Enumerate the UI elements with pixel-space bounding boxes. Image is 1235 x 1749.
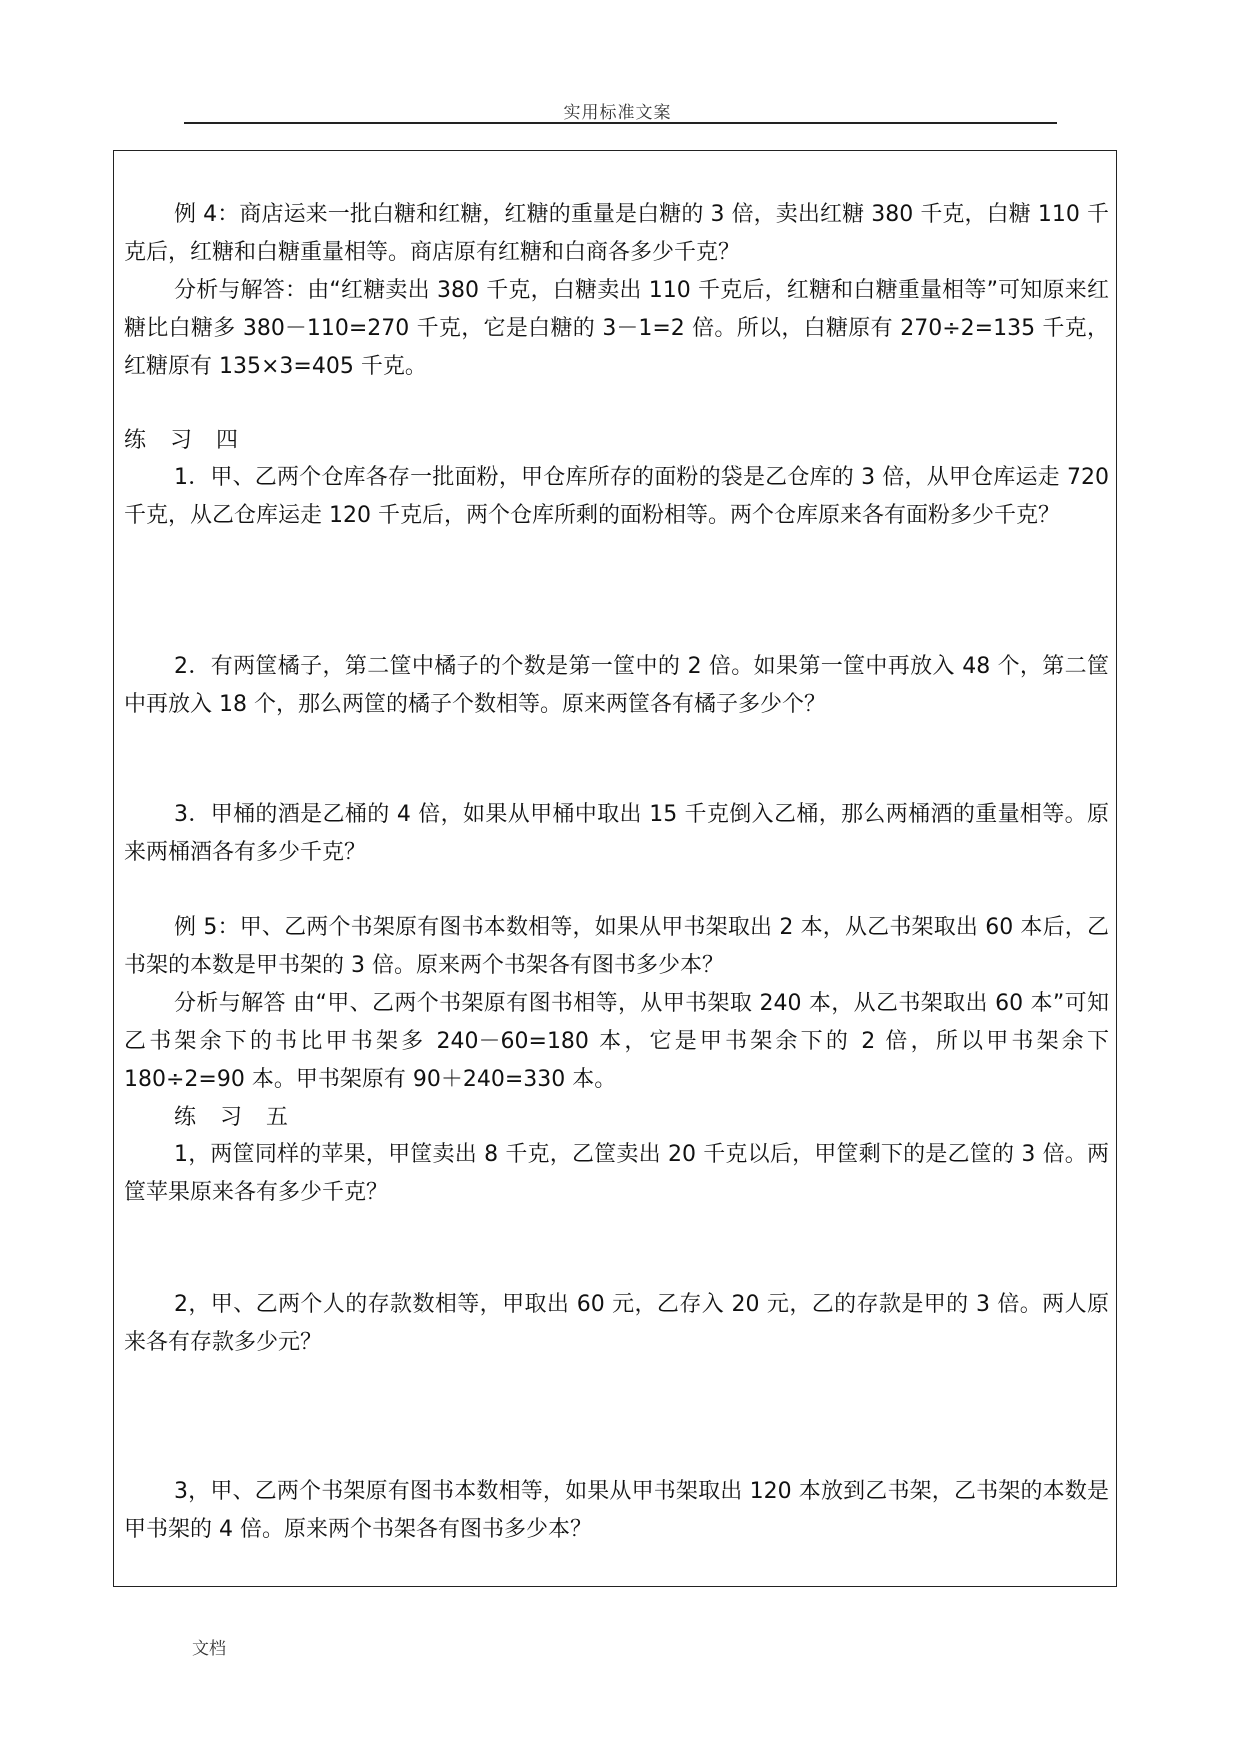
exercise-4-title-char: 练 xyxy=(124,428,147,453)
exercise-4-question-2: 2．有两筐橘子，第二筐中橘子的个数是第一筐中的 2 倍。如果第一筐中再放入 48 个，第二筐中再放入 18 个，那么两筐的橘子个数相等。原来两筐各有橘子多少个？ xyxy=(124,654,1109,717)
example-4-analysis: 分析与解答：由“红糖卖出 380 千克，白糖卖出 110 千克后，红糖和白糖重量相等”可知原来红糖比白糖多 380－110=270 千克，它是白糖的 3－1=2 倍。所以，白糖原有 270÷2=135 千克，红糖原有 135×3=405 千克。 xyxy=(124,278,1109,379)
exercise-4-title-char: 习 xyxy=(170,428,193,453)
exercise-4-question-3: 3．甲桶的酒是乙桶的 4 倍，如果从甲桶中取出 15 千克倒入乙桶，那么两桶酒的重量相等。原来两桶酒各有多少千克？ xyxy=(124,802,1109,865)
example-5-analysis: 分析与解答 由“甲、乙两个书架原有图书相等，从甲书架取 240 本，从乙书架取出 60 本”可知乙书架余下的书比甲书架多 240－60=180 本，它是甲书架余下的 2 倍，所以甲书架余下 180÷2=90 本。甲书架原有 90＋240=330 本。 xyxy=(124,991,1109,1092)
example-4-question: 例 4：商店运来一批白糖和红糖，红糖的重量是白糖的 3 倍，卖出红糖 380 千克，白糖 110 千克后，红糖和白糖重量相等。商店原有红糖和白商各多少千克？ xyxy=(124,202,1109,265)
exercise-5-title xyxy=(174,1099,288,1137)
exercise-5-title-char: 五 xyxy=(266,1105,289,1130)
page-footer-label: 文档 xyxy=(192,1639,226,1659)
exercise-5-title-char: 练 xyxy=(174,1105,197,1130)
exercise-5-question-2: 2，甲、乙两个人的存款数相等，甲取出 60 元，乙存入 20 元，乙的存款是甲的 3 倍。两人原来各有存款多少元？ xyxy=(124,1292,1109,1355)
header-rule xyxy=(184,122,1057,124)
exercise-5-title-char: 习 xyxy=(220,1105,243,1130)
exercise-4-title xyxy=(124,422,238,460)
example-5-question: 例 5：甲、乙两个书架原有图书本数相等，如果从甲书架取出 2 本，从乙书架取出 60 本后，乙书架的本数是甲书架的 3 倍。原来两个书架各有图书多少本？ xyxy=(124,915,1109,978)
exercise-4-title-char: 四 xyxy=(216,428,239,453)
exercise-4-question-1: 1．甲、乙两个仓库各存一批面粉，甲仓库所存的面粉的袋是乙仓库的 3 倍，从甲仓库运走 720 千克，从乙仓库运走 120 千克后，两个仓库所剩的面粉相等。两个仓库原来各有面粉多少千克？ xyxy=(124,465,1109,528)
exercise-5-question-3: 3，甲、乙两个书架原有图书本数相等，如果从甲书架取出 120 本放到乙书架，乙书架的本数是甲书架的 4 倍。原来两个书架各有图书多少本？ xyxy=(124,1479,1109,1542)
exercise-5-question-1: 1，两筐同样的苹果，甲筐卖出 8 千克，乙筐卖出 20 千克以后，甲筐剩下的是乙筐的 3 倍。两筐苹果原来各有多少千克？ xyxy=(124,1142,1109,1205)
page-header-title: 实用标准文案 xyxy=(563,103,672,123)
